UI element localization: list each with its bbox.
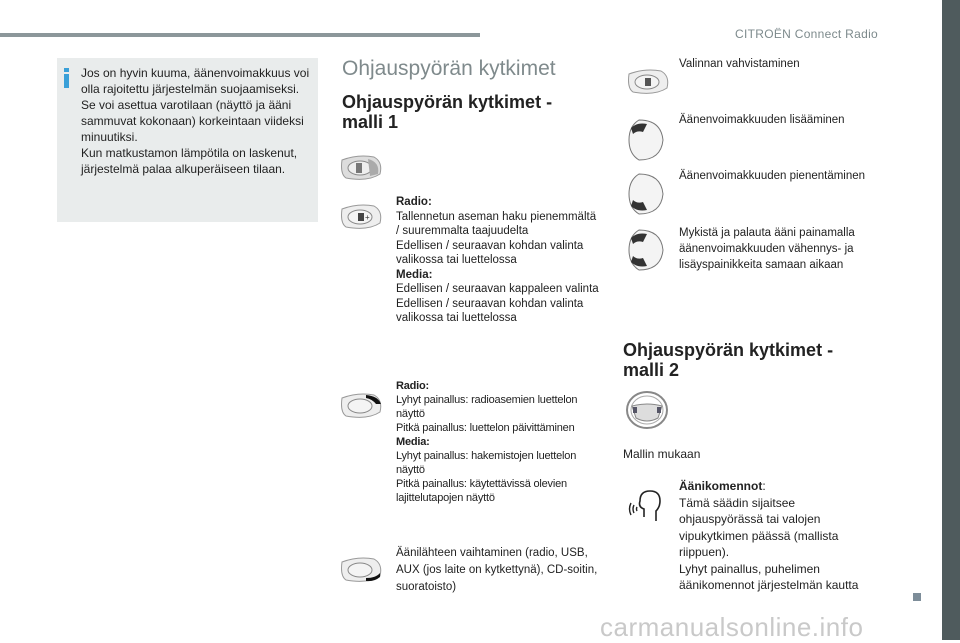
radio-label: Radio: (396, 380, 430, 392)
section-heading-model-2: Ohjauspyörän kytkimet - malli 2 (623, 340, 834, 380)
source-description: Äänilähteen vaihtaminen (radio, USB, AUX (jos laite on kytkettynä), CD-soitin, suoratoisto) (396, 547, 598, 593)
page-title: Ohjauspyörän kytkimet (342, 57, 556, 80)
mute-icon (625, 228, 665, 272)
section-heading-model-1: Ohjauspyörän kytkimet - malli 1 (342, 92, 553, 132)
confirm-text: Valinnan vahvistaminen (679, 58, 800, 70)
media-label: Media: (396, 268, 433, 281)
voice-command-text: Tämä säädin sijaitsee ohjauspyörässä tai valojen vipukytkimen päässä (mallista riippuen). Lyhyt painallus, puhelimen äänikomennot järjestelmän kautta (679, 495, 859, 592)
desc-line: Edellisen / seuraavan kohdan valinta valikossa tai luettelossa (396, 239, 584, 266)
media-label: Media: (396, 436, 430, 448)
radio-label: Radio: (396, 196, 432, 208)
header-rule (0, 33, 480, 37)
voice-command-label: Äänikomennot (679, 479, 763, 493)
header-title: CITROËN Connect Radio (735, 27, 879, 41)
volume-down-text: Äänenvoimakkuuden pienentäminen (679, 170, 866, 182)
steering-control-source-icon (338, 556, 384, 584)
desc-line: Edellisen / seuraavan kohdan valinta valikossa tai luettelossa (396, 297, 584, 324)
desc-line: Pitkä painallus: käytettävissä olevien lajittelutapojen näyttö (396, 478, 567, 504)
voice-command-description (679, 478, 879, 594)
confirm-icon (625, 68, 671, 96)
steering-control-icon (338, 154, 384, 182)
volume-up-text: Äänenvoimakkuuden lisääminen (679, 114, 845, 126)
desc-line: Lyhyt painallus: radioasemien luettelon näyttö (396, 394, 578, 420)
page-marker (913, 593, 921, 601)
watermark: carmanualsonline.info (600, 612, 864, 642)
info-paragraph: Jos on hyvin kuuma, äänenvoimakkuus voi olla rajoitettu järjestelmän suojaamiseksi. Se voi asettua varotilaan (näyttö ja ääni sammuvat kokonaan) korkeintaan viideksi minuutiksi. (81, 66, 310, 144)
steering-wheel-icon (624, 390, 670, 430)
model-caption: Mallin mukaan (623, 447, 701, 461)
info-box (57, 58, 318, 222)
svg-text:+: + (365, 213, 370, 222)
info-text (81, 65, 316, 177)
volume-down-icon (625, 172, 665, 216)
info-icon (64, 68, 69, 88)
seek-description (396, 195, 601, 326)
volume-up-icon (625, 118, 665, 162)
desc-line: Tallennetun aseman haku pienemmältä / suuremmalta taajuudelta (396, 210, 597, 237)
info-paragraph: Kun matkustamon lämpötila on laskenut, järjestelmä palaa alkuperäiseen tilaan. (81, 146, 298, 176)
desc-line: Lyhyt painallus: hakemistojen luettelon näyttö (396, 450, 577, 476)
desc-line: Edellisen / seuraavan kappaleen valinta (396, 283, 599, 295)
list-description (396, 379, 601, 505)
steering-control-seek-icon (338, 203, 384, 231)
voice-command-icon (628, 487, 662, 523)
steering-control-list-icon (338, 392, 384, 420)
desc-line: Pitkä painallus: luettelon päivittäminen (396, 422, 575, 434)
side-tab (942, 0, 960, 640)
mute-text: Mykistä ja palauta ääni painamalla äänenvoimakkuuden vähennys- ja lisäyspainikkeita samaan aikaan (679, 227, 855, 271)
colon: : (762, 479, 766, 493)
